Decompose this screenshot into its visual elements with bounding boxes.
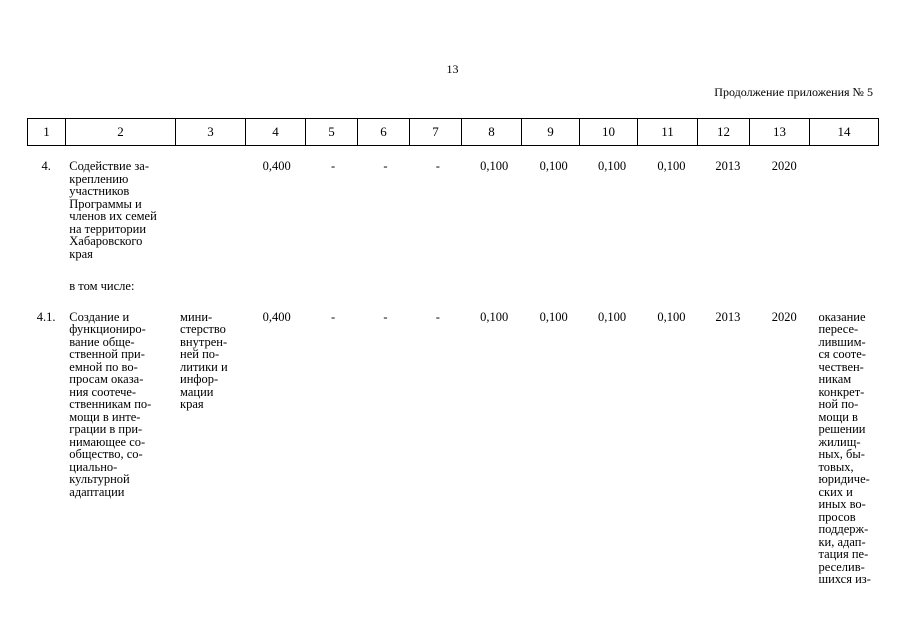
- text-line: вание обще-: [69, 334, 135, 349]
- column-header: 6: [358, 119, 410, 146]
- column-header: 7: [410, 119, 462, 146]
- text-line: грации в при-: [69, 422, 143, 436]
- text-line: Содействие за-: [69, 159, 150, 173]
- text-line: ной по-: [818, 397, 859, 411]
- text-line: циально-: [69, 459, 118, 474]
- value-col-9: 0,100: [539, 159, 568, 173]
- text-line: мощи в: [818, 409, 858, 424]
- measure-title: [65, 145, 176, 260]
- value-col-9: 0,100: [539, 309, 568, 324]
- start-year: 2013: [715, 159, 741, 173]
- column-header: 2: [66, 119, 176, 146]
- total-funding: 0,400: [262, 159, 291, 173]
- text-line: жилищ-: [818, 434, 861, 449]
- column-header: 13: [750, 119, 810, 146]
- column-header: 9: [522, 119, 580, 146]
- text-line: конкрет-: [818, 384, 865, 399]
- column-header: 1: [28, 119, 66, 146]
- column-header: 4: [246, 119, 306, 146]
- value-col-8: 0,100: [480, 309, 509, 324]
- value-col-6: -: [383, 159, 388, 173]
- text-line: иных во-: [818, 497, 866, 511]
- text-line: товых,: [818, 459, 854, 474]
- end-year: 2020: [771, 309, 797, 324]
- value-col-7: -: [435, 159, 440, 173]
- text-line: мини-: [180, 309, 213, 324]
- column-header-row: [28, 119, 879, 146]
- value-col-5: -: [331, 159, 336, 173]
- text-line: стерство: [180, 322, 226, 336]
- column-header: 3: [176, 119, 246, 146]
- text-line: культурной: [69, 472, 130, 486]
- text-line: просов: [818, 509, 856, 524]
- text-line: на территории: [69, 221, 147, 236]
- text-line: края: [69, 246, 93, 261]
- text-line: ственной при-: [69, 347, 145, 361]
- text-line: ся соотe-: [818, 347, 866, 361]
- start-year: 2013: [715, 309, 741, 324]
- value-col-5: -: [331, 309, 336, 324]
- expected-result: [814, 145, 884, 260]
- text-line: решении: [818, 422, 866, 436]
- text-line: никам: [818, 372, 852, 386]
- text-line: поддерж-: [818, 522, 869, 536]
- value-col-11: 0,100: [657, 309, 686, 324]
- text-line: литики и: [180, 359, 228, 374]
- column-header: 10: [580, 119, 638, 146]
- text-line: внутрен-: [180, 334, 228, 349]
- table-row: [27, 145, 884, 260]
- text-line: лившим-: [818, 334, 866, 349]
- program-table-body: [27, 145, 884, 586]
- text-line: инфор-: [180, 372, 219, 386]
- value-col-7: -: [435, 309, 440, 324]
- text-line: юридиче-: [818, 472, 870, 486]
- text-line: Хабаровского: [69, 234, 143, 248]
- text-line: функциониро-: [69, 322, 146, 336]
- column-header: 12: [698, 119, 750, 146]
- end-year: 2020: [771, 159, 797, 173]
- text-line: реселив-: [818, 559, 865, 574]
- measure-title: [65, 293, 176, 586]
- text-line: емной по во-: [69, 359, 138, 374]
- text-line: просам оказа-: [69, 372, 144, 386]
- appendix-note: Продолжение приложения № 5: [714, 85, 873, 99]
- text-line: участников: [69, 184, 130, 198]
- text-line: края: [180, 397, 204, 411]
- row-index: 4.: [41, 159, 51, 173]
- text-line: креплению: [69, 171, 129, 186]
- text-line: адаптации: [69, 484, 125, 499]
- expected-result: [814, 293, 884, 586]
- text-line: ских и: [818, 484, 853, 499]
- text-line: Создание и: [69, 309, 130, 324]
- value-col-6: -: [383, 309, 388, 324]
- text-line: шихся из-: [818, 572, 871, 586]
- text-line: ния соотече-: [69, 384, 137, 399]
- column-header: 5: [306, 119, 358, 146]
- page-number: 13: [446, 62, 459, 76]
- subheading-row: [27, 260, 884, 293]
- column-header-table: [27, 118, 879, 146]
- total-funding: 0,400: [262, 309, 291, 324]
- text-line: мощи в инте-: [69, 409, 141, 424]
- text-line: ных, бы-: [818, 447, 865, 461]
- column-header: 14: [810, 119, 879, 146]
- value-col-10: 0,100: [597, 159, 627, 173]
- row-index: 4.1.: [36, 309, 56, 324]
- executor: [176, 145, 246, 260]
- text-line: ней по-: [180, 347, 220, 361]
- table-row: [27, 293, 884, 586]
- text-line: членов их семей: [69, 209, 157, 223]
- column-header: 8: [462, 119, 522, 146]
- text-line: тация пе-: [818, 547, 869, 561]
- subheading: в том числе:: [69, 279, 135, 293]
- value-col-8: 0,100: [480, 159, 509, 173]
- column-header: 11: [638, 119, 698, 146]
- text-line: оказание: [818, 309, 866, 324]
- executor: [176, 293, 246, 586]
- text-line: общество, со-: [69, 447, 143, 461]
- text-line: чествен-: [818, 359, 864, 374]
- text-line: Программы и: [69, 196, 142, 211]
- value-col-11: 0,100: [657, 159, 686, 173]
- text-line: мации: [180, 384, 214, 399]
- text-line: ки, адап-: [818, 534, 866, 549]
- text-line: пересе-: [818, 322, 859, 336]
- text-line: нимающее со-: [69, 434, 146, 449]
- text-line: ственникам по-: [69, 397, 152, 411]
- value-col-10: 0,100: [597, 309, 627, 324]
